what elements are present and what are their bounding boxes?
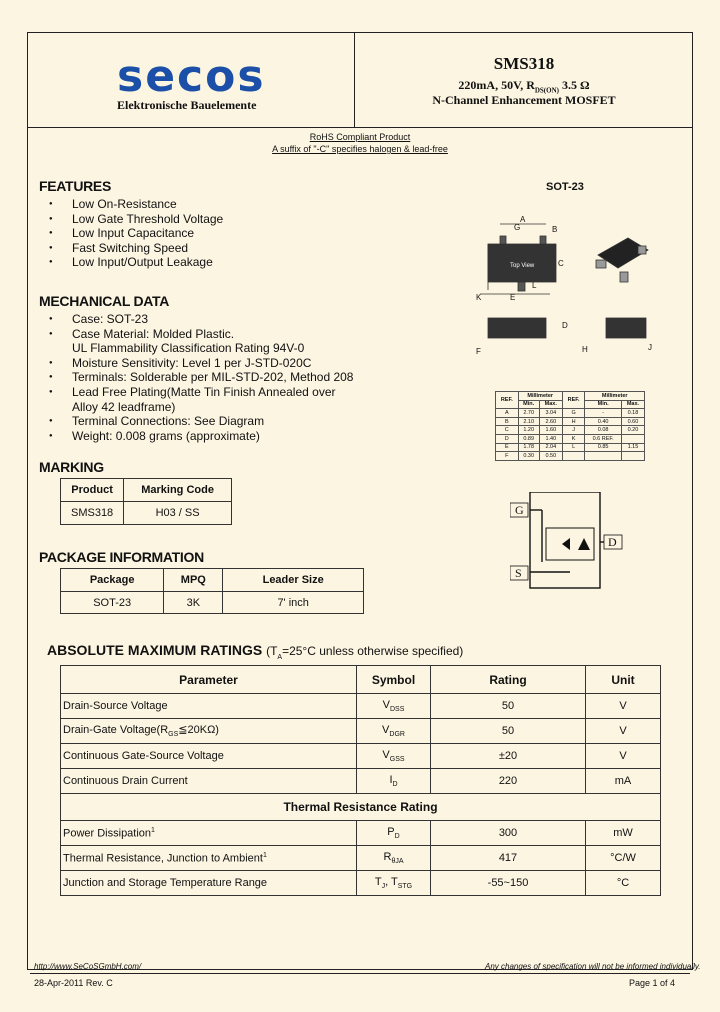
dimension-row (496, 452, 645, 461)
feature-item: ● Low Gate Threshold Voltage (39, 212, 223, 227)
dimension-cell: F (496, 452, 519, 461)
pin-source: S (515, 566, 522, 580)
param-cell: Continuous Drain Current (61, 769, 357, 794)
dimension-cell: 1.40 (539, 434, 562, 443)
param-cell: Junction and Storage Temperature Range (61, 871, 357, 896)
thermal-row (61, 846, 661, 871)
footer-url[interactable]: http://www.SeCoSGmbH.com/ (34, 962, 142, 971)
dimension-cell: 2.60 (539, 417, 562, 426)
package-cell: 7' inch (223, 592, 364, 614)
marking-col-product: Product (61, 479, 124, 502)
pin-gate: G (515, 503, 524, 517)
dimension-cell: 0.40 (585, 417, 621, 426)
mechanical-item: ● Moisture Sensitivity: Level 1 per J-STD-020C (39, 356, 353, 371)
unit-cell: °C/W (586, 846, 661, 871)
mechanical-item: ● Terminals: Solderable per MIL-STD-202, Method 208 (39, 370, 353, 385)
marking-table (60, 478, 232, 525)
mechanical-item: Alloy 42 leadframe) (72, 399, 176, 414)
dimension-table: REF. Millimeter REF. Millimeter Min. Max. Min. Max. A 2.70 3.04 G - 0.18 B 2.10 2.60 H 0.40 0.60 C 1.20 1.60 J 0.08 0.20 D 0.89 1.40 K 0.6 REF. E 1.78 2.04 L 0.85 1.15 F 0.30 0.50 (495, 391, 645, 461)
dimension-cell (585, 452, 621, 461)
dimension-row (496, 434, 645, 443)
unit-cell: V (586, 744, 661, 769)
symbol-cell: $V_{DGR}$ (357, 719, 431, 744)
symbol-cell: $I_D$ (357, 769, 431, 794)
feature-item: ● Fast Switching Speed (39, 241, 223, 256)
amr-row (61, 769, 661, 794)
dimension-cell: 0.30 (518, 452, 539, 461)
dimension-cell: - (585, 409, 621, 418)
dimension-cell (621, 434, 644, 443)
rating-cell: 220 (431, 769, 586, 794)
dimension-letter: E (510, 293, 516, 302)
dimension-letter: A (520, 215, 526, 224)
dimension-row (496, 443, 645, 452)
top-view-mark: Top View (510, 263, 535, 269)
dimension-letter: G (514, 223, 521, 232)
amr-heading: ABSOLUTE MAXIMUM RATINGS ($T_A=25^\circ C$ unless otherwise specified) (47, 642, 464, 661)
feature-item: ● Low Input Capacitance (39, 226, 223, 241)
symbol-cell: $V_{DSS}$ (357, 694, 431, 719)
dimension-cell: K (562, 434, 585, 443)
mechanical-item: ● Terminal Connections: See Diagram (39, 414, 353, 429)
param-cell: Thermal Resistance, Junction to Ambient$^1$ (61, 846, 357, 871)
footer-page: Page 1 of 4 (629, 978, 676, 988)
rating-cell: 300 (431, 821, 586, 846)
dimension-cell: 0.89 (518, 434, 539, 443)
dimension-cell (562, 452, 585, 461)
marking-cell: H03 / SS (124, 502, 232, 525)
marking-heading: MARKING (39, 459, 104, 475)
features-heading: FEATURES (39, 178, 112, 194)
amr-row (61, 694, 661, 719)
dimension-cell: 0.08 (585, 426, 621, 435)
mosfet-schematic (510, 492, 630, 592)
dimension-letter: J (648, 343, 652, 352)
marking-col-code: Marking Code (124, 479, 232, 502)
dimension-letter: L (532, 281, 537, 290)
thermal-row (61, 871, 661, 896)
unit-cell: mW (586, 821, 661, 846)
dimension-row (496, 409, 645, 418)
dimension-cell: 0.85 (585, 443, 621, 452)
dimension-cell: A (496, 409, 519, 418)
dimension-cell: 0.18 (621, 409, 644, 418)
thermal-header-row: Thermal Resistance Rating (61, 794, 661, 821)
rating-cell: 50 (431, 694, 586, 719)
body-diode-arrow (562, 538, 570, 550)
mechanical-item: ● Weight: 0.008 grams (approximate) (39, 429, 353, 444)
symbol-cell: $T_J$, $T_{STG}$ (357, 871, 431, 896)
param-cell: Drain-Gate $Voltage(R_{GS}≦20K\Omega)$ (61, 719, 357, 744)
param-cell: Continuous Gate-Source Voltage (61, 744, 357, 769)
dimension-letter: D (562, 321, 568, 330)
dimension-letter: B (552, 225, 558, 234)
dimension-cell: G (562, 409, 585, 418)
package-col: MPQ (164, 569, 223, 592)
dimension-cell: 0.6 REF. (585, 434, 621, 443)
symbol-cell: $P_D$ (357, 821, 431, 846)
rating-cell: ±20 (431, 744, 586, 769)
dimension-cell: 1.20 (518, 426, 539, 435)
mechanical-item: ● Lead Free Plating(Matte Tin Finish Annealed over (39, 385, 353, 400)
dimension-cell: C (496, 426, 519, 435)
dimension-cell: 1.78 (518, 443, 539, 452)
mechanical-item: ● Case: SOT-23 (39, 312, 353, 327)
dimension-row (496, 417, 645, 426)
dimension-cell: 2.10 (518, 417, 539, 426)
symbol-cell: $R_{\theta JA}$ (357, 846, 431, 871)
diode-icon (578, 538, 590, 550)
dimension-cell: 0.60 (621, 417, 644, 426)
package-table (60, 568, 364, 614)
dimension-row (496, 426, 645, 435)
amr-row (61, 744, 661, 769)
dimension-cell: 1.60 (539, 426, 562, 435)
mechanical-list (39, 312, 353, 443)
schematic-box (530, 492, 600, 588)
unit-cell: V (586, 719, 661, 744)
company-tagline: Elektronische Bauelemente (117, 98, 257, 112)
rohs-note: RoHS Compliant Product A suffix of "-C" specifies halogen & lead-free (272, 132, 448, 154)
symbol-cell: $V_{GSS}$ (357, 744, 431, 769)
dimension-cell: J (562, 426, 585, 435)
rating-cell: -55~150 (431, 871, 586, 896)
footer-date: 28-Apr-2011 Rev. C (34, 978, 113, 988)
package-label: SOT-23 (546, 181, 584, 193)
param-cell: Power Dissipation$^1$ (61, 821, 357, 846)
feature-item: ● Low Input/Output Leakage (39, 255, 223, 270)
part-number: SMS318 (493, 54, 555, 73)
dimension-cell: 2.04 (539, 443, 562, 452)
dimension-cell: 0.20 (621, 426, 644, 435)
mechanical-item: ● Case Material: Molded Plastic. (39, 327, 353, 342)
dimension-cell: L (562, 443, 585, 452)
package-col: Package (61, 569, 164, 592)
mechanical-item: UL Flammability Classification Rating 94V-0 (72, 341, 305, 356)
marking-cell: SMS318 (61, 502, 124, 525)
package-heading: PACKAGE INFORMATION (39, 549, 204, 565)
title-box (355, 32, 693, 128)
dimension-cell: H (562, 417, 585, 426)
param-cell: Drain-Source Voltage (61, 694, 357, 719)
package-cell: SOT-23 (61, 592, 164, 614)
device-type: N-Channel Enhancement MOSFET (432, 93, 616, 107)
amr-table: Parameter Symbol Rating Unit Drain-Source Voltage $V_{DSS}$ 50 V Drain-Gate $Voltage(R_{GS}≦20K\Omega)$ $V_{DGR}$ 50 V Continuous Gate-Source Voltage $V_{GSS}$ ±20 V Continuous Drain Current $I_D$ 220 mA Thermal Resistance Rating Power Dissipation$^1$ $P_D$ 300 mW Thermal Resistance, Junction to Ambient$^1$ $R_{\theta JA}$ 417 °C/W Junction and Storage Temperature Range $T_J$, $T_{STG}$ -55~150 °C (60, 665, 661, 896)
spec-line: 220mA, 50V, $R_{DS(ON)}$ 3.5 Ω (458, 78, 590, 95)
unit-cell: V (586, 694, 661, 719)
dimension-cell: 1.15 (621, 443, 644, 452)
dimension-cell (621, 452, 644, 461)
amr-row (61, 719, 661, 744)
package-outline-drawing (470, 210, 690, 360)
dimension-cell: D (496, 434, 519, 443)
dimension-letter: K (476, 293, 482, 302)
dimension-cell: E (496, 443, 519, 452)
footer-notice: Any changes of specification will not be informed individually. (485, 962, 701, 971)
unit-cell: mA (586, 769, 661, 794)
rating-cell: 50 (431, 719, 586, 744)
feature-item: ● Low On-Resistance (39, 197, 223, 212)
footer-divider (30, 973, 690, 974)
thermal-row (61, 821, 661, 846)
pin-drain: D (608, 535, 617, 549)
features-list (39, 197, 223, 270)
dimension-letter: H (582, 345, 588, 354)
dimension-cell: 2.70 (518, 409, 539, 418)
dimension-letter: F (476, 347, 481, 356)
mechanical-heading: MECHANICAL DATA (39, 293, 170, 309)
package-col: Leader Size (223, 569, 364, 592)
rating-cell: 417 (431, 846, 586, 871)
company-logo: secos (117, 51, 266, 102)
unit-cell: °C (586, 871, 661, 896)
package-cell: 3K (164, 592, 223, 614)
dimension-cell: B (496, 417, 519, 426)
dimension-cell: 0.50 (539, 452, 562, 461)
dimension-letter: C (558, 259, 564, 268)
dimension-cell: 3.04 (539, 409, 562, 418)
